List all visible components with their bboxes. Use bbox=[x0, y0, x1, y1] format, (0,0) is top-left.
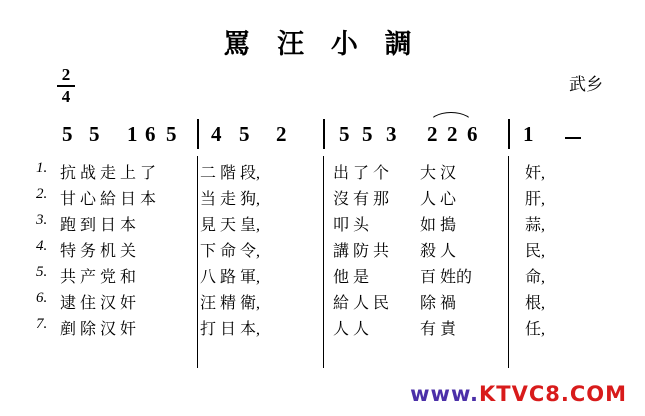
lyric-row bbox=[0, 212, 645, 238]
lyric-segment-e: 肝, bbox=[525, 191, 546, 208]
lyric-index: 6. bbox=[36, 290, 48, 306]
barline-3 bbox=[508, 119, 510, 149]
lyric-row bbox=[0, 160, 645, 186]
lyric-segment-d: 殺 人 bbox=[420, 243, 457, 260]
time-signature-numerator: 2 bbox=[61, 65, 71, 84]
time-signature bbox=[55, 66, 77, 106]
lyric-segment-d: 大 汉 bbox=[420, 165, 457, 182]
lyric-segment-c: 出 了 个 bbox=[333, 165, 390, 182]
barline-1 bbox=[197, 119, 199, 149]
lyric-index: 5. bbox=[36, 264, 48, 280]
page-title: 罵 汪 小 調 bbox=[223, 29, 422, 59]
note-8: 2 bbox=[276, 122, 287, 146]
note-14: 6 bbox=[467, 122, 478, 146]
lyric-row bbox=[0, 264, 645, 290]
lyric-index: 2. bbox=[36, 186, 48, 202]
note-6: 4 bbox=[211, 122, 222, 146]
notation-line bbox=[0, 122, 645, 156]
lyric-segment-e: 命, bbox=[525, 269, 546, 286]
lyric-index: 7. bbox=[36, 316, 48, 332]
lyric-segment-a: 跑 到 日 本 bbox=[60, 217, 137, 234]
lyric-segment-a: 甘 心 給 日 本 bbox=[60, 191, 157, 208]
lyric-segment-e: 民, bbox=[525, 243, 546, 260]
lyric-segment-b: 八 路 軍, bbox=[200, 269, 261, 286]
watermark-site: KTVC8.COM bbox=[478, 382, 627, 406]
lyric-row bbox=[0, 186, 645, 212]
lyric-segment-c: 講 防 共 bbox=[333, 243, 390, 260]
lyric-segment-e: 奸, bbox=[525, 165, 546, 182]
lyric-index: 4. bbox=[36, 238, 48, 254]
note-5: 5 bbox=[166, 122, 177, 146]
lyric-segment-a: 逮 住 汉 奸 bbox=[60, 295, 137, 312]
lyric-segment-d: 如 搗 bbox=[420, 217, 457, 234]
lyric-segment-e: 蒜, bbox=[525, 217, 546, 234]
note-3: 1 bbox=[127, 122, 138, 146]
lyric-segment-d: 除 禍 bbox=[420, 295, 457, 312]
note-10: 5 bbox=[362, 122, 373, 146]
barline-2 bbox=[323, 119, 325, 149]
lyric-segment-c: 給 人 民 bbox=[333, 295, 390, 312]
note-1: 5 bbox=[62, 122, 73, 146]
lyric-segment-b: 汪 精 衛, bbox=[200, 295, 261, 312]
composer-credit: 武乡 bbox=[569, 75, 603, 94]
lyric-row bbox=[0, 316, 645, 342]
lyric-segment-b: 打 日 本, bbox=[200, 321, 261, 338]
lyric-segment-d: 有 責 bbox=[420, 321, 457, 338]
lyric-segment-e: 根, bbox=[525, 295, 546, 312]
lyric-row bbox=[0, 290, 645, 316]
lyric-segment-a: 剷 除 汉 奸 bbox=[60, 321, 137, 338]
lyric-segment-a: 特 务 机 关 bbox=[60, 243, 137, 260]
lyric-segment-d: 人 心 bbox=[420, 191, 457, 208]
note-12: 2 bbox=[427, 122, 438, 146]
note-9: 5 bbox=[339, 122, 350, 146]
lyric-segment-b: 二 階 段, bbox=[200, 165, 261, 182]
lyric-segment-a: 共 产 党 和 bbox=[60, 269, 137, 286]
lyric-segment-d: 百 姓的 bbox=[420, 269, 473, 286]
note-13: 2 bbox=[447, 122, 458, 146]
lyrics-block bbox=[0, 160, 645, 342]
lyric-row bbox=[0, 238, 645, 264]
lyric-segment-b: 見 天 皇, bbox=[200, 217, 261, 234]
lyric-segment-c: 沒 有 那 bbox=[333, 191, 390, 208]
lyric-index: 1. bbox=[36, 160, 48, 176]
lyric-segment-b: 下 命 令, bbox=[200, 243, 261, 260]
lyric-segment-b: 当 走 狗, bbox=[200, 191, 261, 208]
time-signature-denominator: 4 bbox=[61, 86, 71, 106]
watermark-prefix: www. bbox=[410, 382, 479, 406]
note-2: 5 bbox=[89, 122, 100, 146]
lyric-segment-e: 任, bbox=[525, 321, 546, 338]
note-15: 1 bbox=[523, 122, 534, 146]
lyric-segment-c: 人 人 bbox=[333, 321, 370, 338]
note-4: 6 bbox=[145, 122, 156, 146]
lyric-index: 3. bbox=[36, 212, 48, 228]
lyric-segment-c: 他 是 bbox=[333, 269, 370, 286]
note-11: 3 bbox=[386, 122, 397, 146]
lyric-segment-c: 叩 头 bbox=[333, 217, 370, 234]
lyric-segment-a: 抗 战 走 上 了 bbox=[60, 165, 157, 182]
hold-dash bbox=[565, 137, 581, 139]
watermark bbox=[410, 382, 627, 406]
note-7: 5 bbox=[239, 122, 250, 146]
